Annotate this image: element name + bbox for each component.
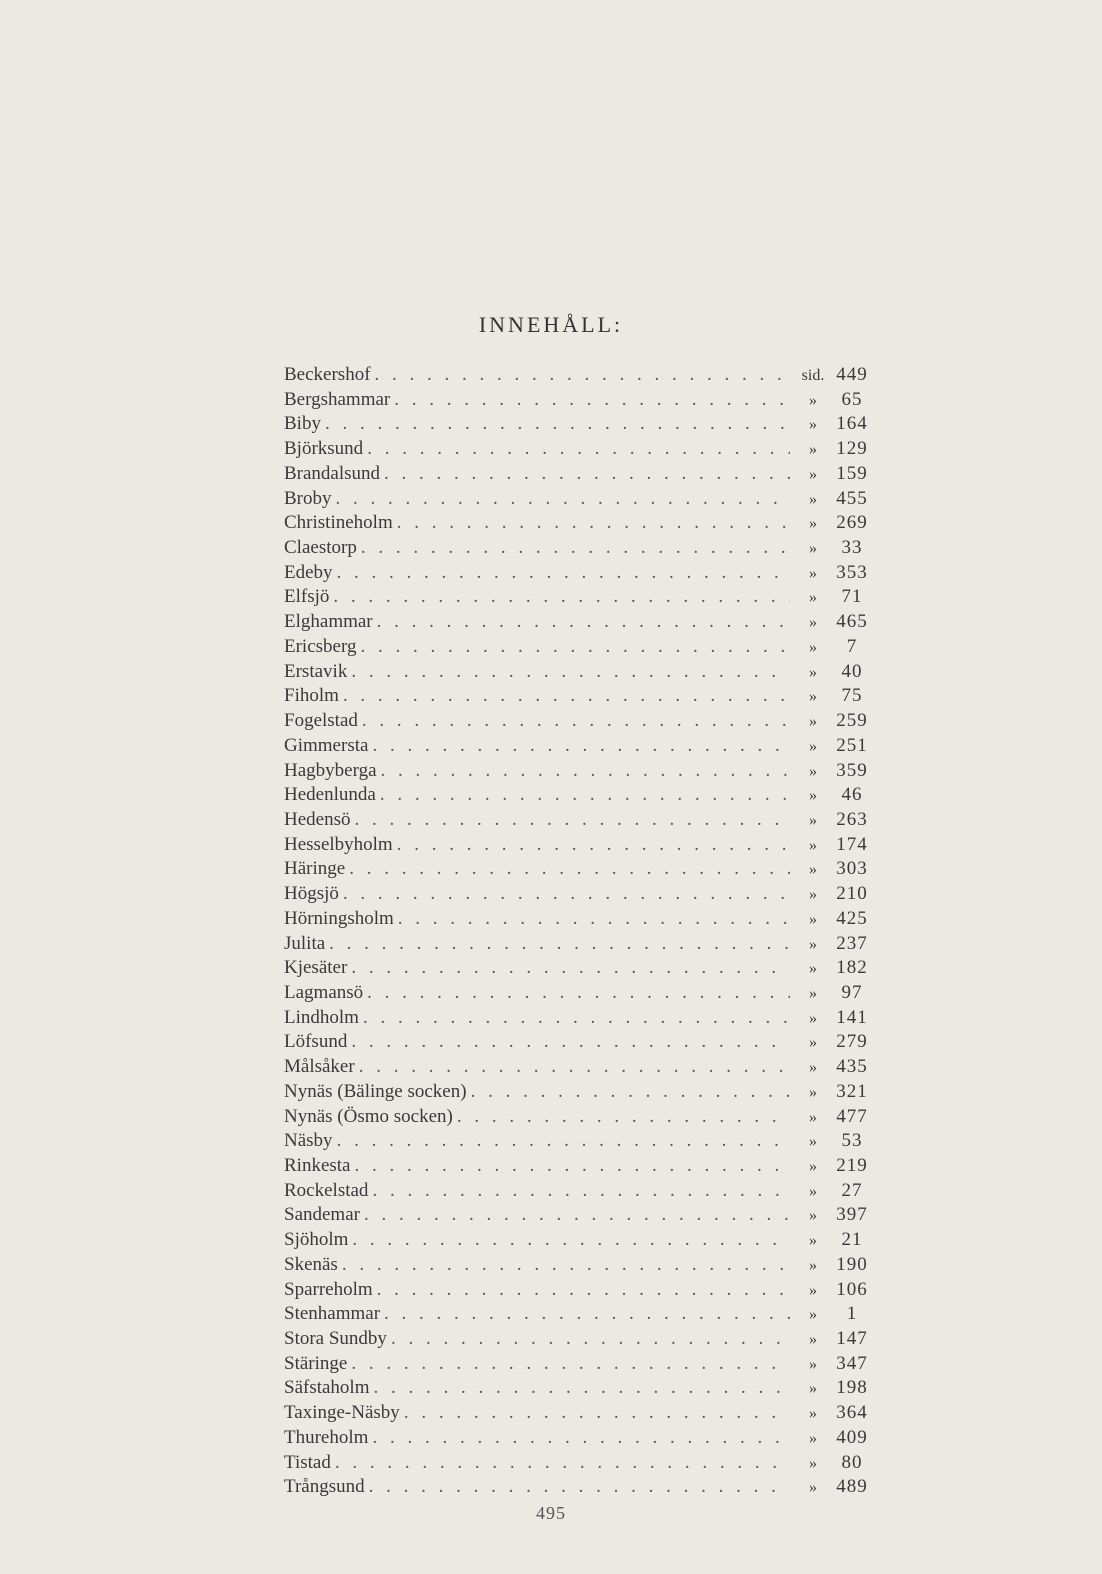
toc-entry-page: 75 bbox=[841, 685, 863, 707]
toc-entry bbox=[284, 833, 874, 858]
toc-entry-ditto-mark: » bbox=[809, 614, 817, 632]
toc-entry bbox=[284, 956, 874, 981]
dot-leader bbox=[351, 1030, 790, 1055]
toc-entry-name: Häringe bbox=[284, 858, 346, 880]
toc-entry-ditto-mark: » bbox=[809, 886, 817, 904]
dot-leader bbox=[369, 1475, 790, 1500]
toc-entry bbox=[284, 1327, 874, 1352]
toc-entry-name: Sparreholm bbox=[284, 1278, 373, 1300]
toc-entry-page: 71 bbox=[841, 586, 863, 608]
dot-leader bbox=[372, 1179, 790, 1204]
toc-entry-name: Elghammar bbox=[284, 611, 373, 633]
toc-entry-name: Beckershof bbox=[284, 364, 371, 385]
toc-entry-name: Thureholm bbox=[284, 1426, 369, 1448]
dot-leader bbox=[337, 561, 790, 586]
toc-entry-name: Löfsund bbox=[284, 1031, 348, 1053]
toc-entry-name: Sandemar bbox=[284, 1204, 360, 1226]
toc-entry-name: Brandalsund bbox=[284, 462, 381, 484]
toc-entry-ditto-mark: » bbox=[809, 1232, 817, 1250]
toc-entry-page: 129 bbox=[836, 438, 868, 460]
toc-entry bbox=[284, 684, 874, 709]
toc-entry bbox=[284, 808, 874, 833]
toc-entry bbox=[284, 882, 874, 907]
page-number: 495 bbox=[536, 1503, 566, 1523]
toc-entry-page: 251 bbox=[836, 734, 868, 756]
toc-entry bbox=[284, 660, 874, 685]
toc-entry-ditto-mark: » bbox=[809, 1108, 817, 1126]
toc-entry-ditto-mark: » bbox=[809, 589, 817, 607]
toc-entry-ditto-mark: » bbox=[809, 1479, 817, 1497]
toc-entry-name: Julita bbox=[284, 932, 326, 954]
toc-entry-ditto-mark: » bbox=[809, 1158, 817, 1175]
dot-leader bbox=[397, 511, 790, 536]
toc-entry bbox=[284, 610, 874, 635]
toc-entry-ditto-mark: » bbox=[809, 1331, 817, 1349]
toc-entry-name: Stäringe bbox=[284, 1352, 348, 1374]
toc-entry bbox=[284, 1055, 874, 1080]
toc-entry bbox=[284, 734, 874, 759]
toc-entry bbox=[284, 635, 874, 660]
toc-entry-name: Nynäs (Bälinge socken) bbox=[284, 1080, 467, 1102]
toc-entry bbox=[284, 1030, 874, 1055]
toc-entry-page: 141 bbox=[836, 1006, 868, 1028]
dot-leader bbox=[374, 1376, 791, 1401]
toc-entry-page: 465 bbox=[836, 611, 868, 633]
toc-entry-name: Målsåker bbox=[284, 1056, 355, 1078]
toc-entry-ditto-mark: sid. bbox=[801, 367, 825, 384]
dot-leader bbox=[355, 1154, 791, 1179]
toc-entry bbox=[284, 1278, 874, 1303]
toc-entry-page: 53 bbox=[841, 1130, 863, 1152]
toc-entry bbox=[284, 363, 874, 388]
toc-entry-ditto-mark: » bbox=[809, 1306, 817, 1324]
toc-entry bbox=[284, 1401, 874, 1426]
page-title: INNEHÅLL: bbox=[478, 312, 624, 337]
toc-entry bbox=[284, 907, 874, 932]
toc-entry-page: 7 bbox=[846, 635, 858, 657]
toc-entry-page: 409 bbox=[836, 1426, 868, 1448]
toc-entry bbox=[284, 585, 874, 610]
toc-entry-name: Claestorp bbox=[284, 537, 357, 559]
toc-entry-ditto-mark: » bbox=[809, 1355, 817, 1373]
toc-entry bbox=[284, 1006, 874, 1031]
toc-entry-ditto-mark: » bbox=[809, 762, 817, 780]
toc-entry bbox=[284, 561, 874, 586]
dot-leader bbox=[397, 833, 790, 858]
toc-entry-ditto-mark: » bbox=[809, 515, 817, 533]
toc-entry-name: Biby bbox=[284, 413, 321, 435]
toc-entry-page: 46 bbox=[841, 784, 863, 806]
toc-entry-name: Säfstaholm bbox=[284, 1377, 370, 1399]
toc-entry-ditto-mark: » bbox=[809, 910, 817, 928]
dot-leader bbox=[372, 1426, 790, 1451]
toc-entry-page: 449 bbox=[836, 364, 868, 385]
toc-entry bbox=[284, 1302, 874, 1327]
toc-entry bbox=[284, 759, 874, 784]
toc-entry-page: 40 bbox=[841, 660, 863, 682]
dot-leader bbox=[343, 684, 790, 709]
toc-entry-page: 303 bbox=[836, 858, 868, 880]
toc-entry-page: 435 bbox=[836, 1056, 868, 1078]
dot-leader bbox=[372, 734, 790, 759]
toc-entry bbox=[284, 1253, 874, 1278]
toc-entry-name: Kjesäter bbox=[284, 957, 348, 979]
toc-entry-page: 455 bbox=[836, 487, 868, 509]
toc-entry-ditto-mark: » bbox=[809, 1059, 817, 1077]
toc-entry-ditto-mark: » bbox=[809, 1207, 817, 1225]
toc-entry-name: Erstavik bbox=[284, 660, 348, 682]
toc-entry-page: 159 bbox=[836, 462, 868, 484]
toc-entry-ditto-mark: » bbox=[809, 984, 817, 1002]
toc-entry-page: 219 bbox=[836, 1155, 868, 1176]
dot-leader bbox=[351, 660, 790, 685]
toc-entry-page: 80 bbox=[841, 1451, 863, 1473]
toc-entry-name: Elfsjö bbox=[284, 586, 330, 608]
toc-entry bbox=[284, 511, 874, 536]
toc-entry-ditto-mark: » bbox=[809, 1083, 817, 1101]
toc-entry-ditto-mark: » bbox=[809, 861, 817, 879]
dot-leader bbox=[337, 1129, 790, 1154]
dot-leader bbox=[343, 882, 790, 907]
toc-entry-ditto-mark: » bbox=[809, 1034, 817, 1052]
toc-entry-page: 147 bbox=[836, 1328, 868, 1350]
toc-entry-page: 182 bbox=[836, 957, 868, 979]
toc-entry-name: Broby bbox=[284, 487, 332, 509]
toc-entry-ditto-mark: » bbox=[809, 1281, 817, 1299]
toc-entry-name: Fiholm bbox=[284, 685, 339, 707]
toc-entry-name: Gimmersta bbox=[284, 734, 369, 756]
toc-entry-ditto-mark: » bbox=[809, 663, 817, 681]
toc-entry-name: Sjöholm bbox=[284, 1229, 349, 1251]
toc-entry-name: Hedenlunda bbox=[284, 784, 376, 806]
toc-entry-ditto-mark: » bbox=[809, 1182, 817, 1200]
toc-entry bbox=[284, 1203, 874, 1228]
toc-entry-name: Näsby bbox=[284, 1130, 333, 1152]
toc-entry-page: 164 bbox=[836, 413, 868, 435]
toc-entry bbox=[284, 1451, 874, 1476]
dot-leader bbox=[471, 1080, 790, 1105]
toc-entry bbox=[284, 1228, 874, 1253]
dot-leader bbox=[364, 1203, 790, 1228]
dot-leader bbox=[367, 981, 790, 1006]
toc-entry bbox=[284, 437, 874, 462]
toc-entry-page: 477 bbox=[836, 1105, 868, 1127]
toc-entry-page: 259 bbox=[836, 710, 868, 732]
toc-entry bbox=[284, 388, 874, 413]
dot-leader bbox=[398, 907, 790, 932]
toc-entry-page: 359 bbox=[836, 759, 868, 781]
toc-entry bbox=[284, 709, 874, 734]
toc-entry-name: Taxinge-Näsby bbox=[284, 1402, 400, 1424]
dot-leader bbox=[325, 412, 790, 437]
dot-leader bbox=[333, 585, 790, 610]
toc-entry-name: Tistad bbox=[284, 1451, 331, 1473]
toc-entry-page: 106 bbox=[836, 1278, 868, 1300]
toc-entry-ditto-mark: » bbox=[809, 787, 817, 805]
dot-leader bbox=[377, 610, 790, 635]
toc-entry-ditto-mark: » bbox=[809, 1380, 817, 1398]
toc-entry-ditto-mark: » bbox=[809, 811, 817, 829]
dot-leader bbox=[361, 536, 790, 561]
toc-entry bbox=[284, 1426, 874, 1451]
toc-entry-name: Hagbyberga bbox=[284, 759, 377, 781]
toc-entry-page: 364 bbox=[836, 1402, 868, 1424]
toc-entry-page: 397 bbox=[836, 1204, 868, 1226]
toc-entry-page: 321 bbox=[836, 1080, 868, 1102]
dot-leader bbox=[404, 1401, 790, 1426]
toc-entry bbox=[284, 932, 874, 957]
toc-entry-ditto-mark: » bbox=[809, 1009, 817, 1027]
toc-entry-page: 1 bbox=[846, 1303, 858, 1325]
toc-entry-name: Björksund bbox=[284, 438, 364, 460]
toc-entry-page: 425 bbox=[836, 907, 868, 929]
dot-leader bbox=[335, 1451, 790, 1476]
toc-entry-ditto-mark: » bbox=[809, 490, 817, 508]
toc-entry bbox=[284, 981, 874, 1006]
toc-entry-name: Trångsund bbox=[284, 1476, 365, 1498]
dot-leader bbox=[381, 759, 790, 784]
toc-entry bbox=[284, 857, 874, 882]
dot-leader bbox=[375, 363, 790, 388]
dot-leader bbox=[384, 462, 790, 487]
dot-leader bbox=[351, 956, 790, 981]
dot-leader bbox=[342, 1253, 790, 1278]
toc-entry-ditto-mark: » bbox=[809, 737, 817, 755]
dot-leader bbox=[362, 709, 790, 734]
toc-entry-page: 21 bbox=[841, 1229, 863, 1251]
toc-entry bbox=[284, 462, 874, 487]
dot-leader bbox=[360, 635, 790, 660]
toc-entry-ditto-mark: » bbox=[809, 1454, 817, 1472]
toc-entry-ditto-mark: » bbox=[809, 391, 817, 409]
toc-entry-page: 210 bbox=[836, 883, 868, 905]
toc-entry-page: 263 bbox=[836, 808, 868, 830]
dot-leader bbox=[384, 1302, 790, 1327]
toc-entry-name: Edeby bbox=[284, 561, 333, 583]
toc-entry-name: Lagmansö bbox=[284, 981, 364, 1003]
toc-entry-page: 269 bbox=[836, 512, 868, 534]
toc-entry-ditto-mark: » bbox=[809, 540, 817, 558]
toc-entry bbox=[284, 1376, 874, 1401]
toc-entry-ditto-mark: » bbox=[809, 564, 817, 582]
toc-entry-name: Rockelstad bbox=[284, 1179, 369, 1201]
toc-entry-name: Rinkesta bbox=[284, 1155, 351, 1176]
toc-entry bbox=[284, 536, 874, 561]
toc-entry-name: Nynäs (Ösmo socken) bbox=[284, 1105, 453, 1127]
toc-entry-ditto-mark: » bbox=[809, 441, 817, 459]
dot-leader bbox=[349, 857, 790, 882]
toc-entry-page: 198 bbox=[836, 1377, 868, 1399]
toc-entry-name: Stora Sundby bbox=[284, 1328, 387, 1350]
toc-entry-name: Ericsberg bbox=[284, 635, 357, 657]
toc-entry bbox=[284, 1179, 874, 1204]
dot-leader bbox=[363, 1006, 790, 1031]
dot-leader bbox=[329, 932, 790, 957]
toc-entry-page: 237 bbox=[836, 932, 868, 954]
toc-entry-page: 174 bbox=[836, 833, 868, 855]
toc-entry-ditto-mark: » bbox=[809, 960, 817, 978]
toc-entry bbox=[284, 487, 874, 512]
toc-entry-ditto-mark: » bbox=[809, 935, 817, 953]
toc-entry-ditto-mark: » bbox=[809, 713, 817, 731]
toc-entry-ditto-mark: » bbox=[809, 1405, 817, 1423]
toc-entry bbox=[284, 1129, 874, 1154]
toc-entry-ditto-mark: » bbox=[809, 638, 817, 656]
toc-entry-name: Lindholm bbox=[284, 1006, 359, 1028]
toc-entry-page: 353 bbox=[836, 561, 868, 583]
toc-entry-ditto-mark: » bbox=[809, 465, 817, 483]
toc-entry-ditto-mark: » bbox=[809, 1133, 817, 1151]
toc-entry bbox=[284, 1154, 874, 1179]
toc-entry-page: 190 bbox=[836, 1253, 868, 1275]
dot-leader bbox=[391, 1327, 790, 1352]
toc-entry bbox=[284, 1352, 874, 1377]
dot-leader bbox=[336, 487, 791, 512]
toc-entry-name: Hesselbyholm bbox=[284, 833, 393, 855]
toc-entry-ditto-mark: » bbox=[809, 1256, 817, 1274]
toc-entry-name: Bergshammar bbox=[284, 388, 391, 410]
toc-entry-name: Högsjö bbox=[284, 883, 339, 905]
dot-leader bbox=[394, 388, 790, 413]
toc-entry-page: 489 bbox=[836, 1476, 868, 1498]
toc-entry bbox=[284, 412, 874, 437]
toc-entry-name: Stenhammar bbox=[284, 1303, 381, 1325]
toc-entry bbox=[284, 1105, 874, 1130]
toc-entry-name: Hedensö bbox=[284, 808, 351, 830]
dot-leader bbox=[457, 1105, 790, 1130]
toc-entry-name: Fogelstad bbox=[284, 710, 358, 732]
toc-entry-page: 27 bbox=[841, 1179, 863, 1201]
toc-entry-name: Hörningsholm bbox=[284, 907, 394, 929]
toc-entry-ditto-mark: » bbox=[809, 416, 817, 434]
dot-leader bbox=[377, 1278, 790, 1303]
toc-entry-name: Christineholm bbox=[284, 512, 393, 534]
dot-leader bbox=[352, 1228, 790, 1253]
toc-entry-page: 33 bbox=[841, 537, 863, 559]
toc-entry bbox=[284, 1475, 874, 1500]
toc-entry-page: 65 bbox=[841, 388, 863, 410]
table-of-contents bbox=[284, 363, 874, 1500]
toc-entry-page: 347 bbox=[836, 1352, 868, 1374]
toc-entry-name: Skenäs bbox=[284, 1253, 338, 1275]
toc-entry-page: 279 bbox=[836, 1031, 868, 1053]
toc-entry bbox=[284, 1080, 874, 1105]
toc-entry bbox=[284, 783, 874, 808]
toc-entry-ditto-mark: » bbox=[809, 688, 817, 706]
dot-leader bbox=[359, 1055, 790, 1080]
dot-leader bbox=[351, 1352, 790, 1377]
dot-leader bbox=[354, 808, 790, 833]
toc-entry-ditto-mark: » bbox=[809, 836, 817, 854]
toc-entry-page: 97 bbox=[841, 981, 863, 1003]
toc-entry-ditto-mark: » bbox=[809, 1429, 817, 1447]
dot-leader bbox=[380, 783, 790, 808]
dot-leader bbox=[367, 437, 790, 462]
